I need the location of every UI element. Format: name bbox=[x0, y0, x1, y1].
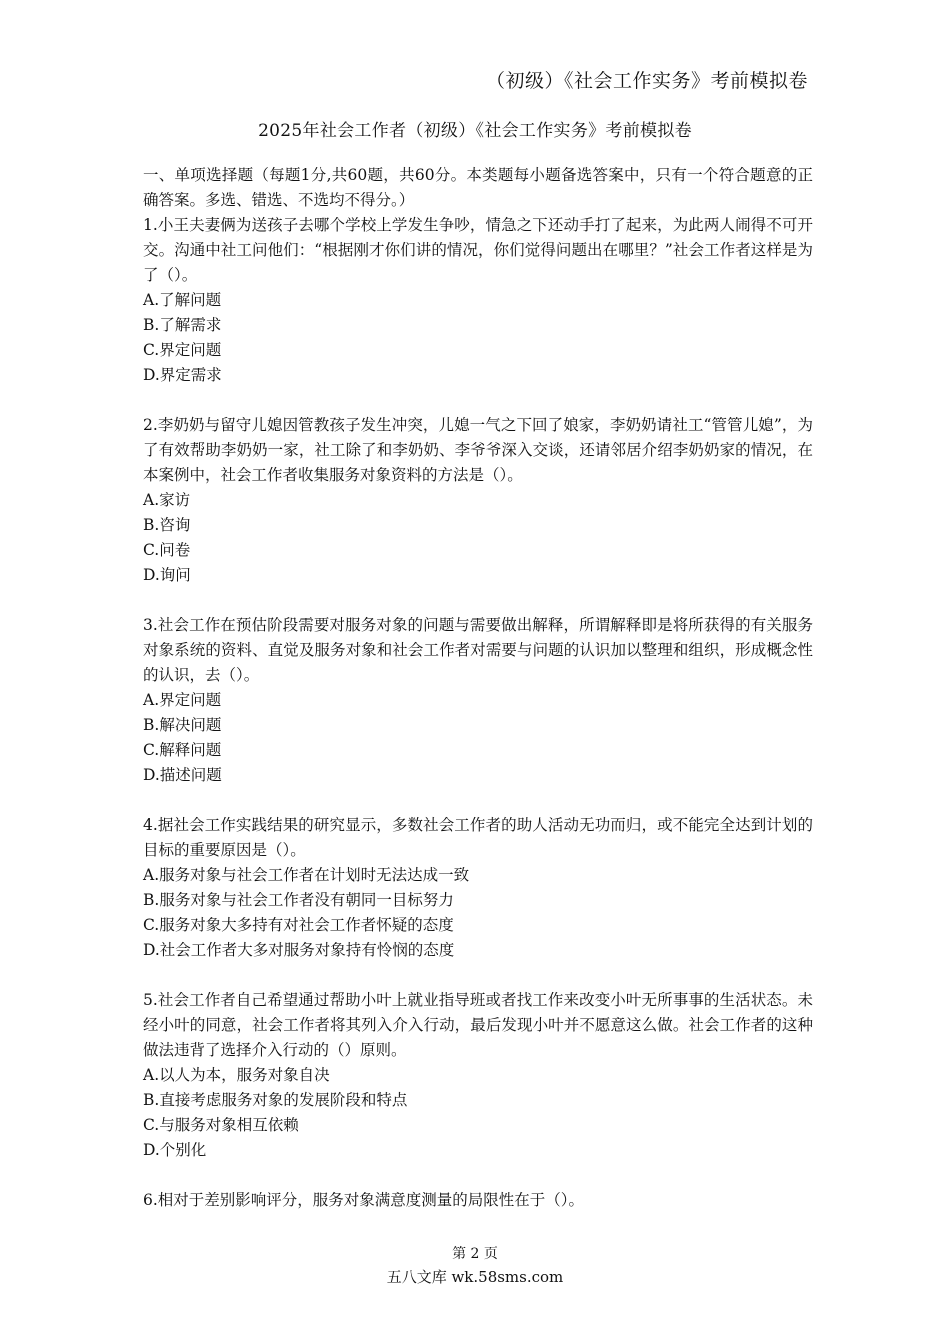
question-stem: 1.小王夫妻俩为送孩子去哪个学校上学发生争吵，情急之下还动手打了起来，为此两人闹得不可开交。沟通中社工问他们：“根据刚才你们讲的情况，你们觉得问题出在哪里？”社会工作者这样是为了（）。 bbox=[143, 216, 813, 284]
document-title: 2025年社会工作者（初级）《社会工作实务》考前模拟卷 bbox=[258, 121, 692, 141]
question-stem: 3.社会工作在预估阶段需要对服务对象的问题与需要做出解释，所谓解释即是将所获得的有关服务对象系统的资料、直觉及服务对象和社会工作者对需要与问题的认识加以整理和组织，形成概念性的认识，去（）。 bbox=[143, 616, 813, 684]
question-5 bbox=[143, 988, 813, 1163]
question-stem: 4.据社会工作实践结果的研究显示，多数社会工作者的助人活动无功而归，或不能完全达到计划的目标的重要原因是（）。 bbox=[143, 816, 813, 859]
option-b: B.直接考虑服务对象的发展阶段和特点 bbox=[143, 1091, 408, 1109]
section-intro: 一、单项选择题（每题1分,共60题，共60分。本类题每小题备选答案中，只有一个符合题意的正确答案。多选、错选、不选均不得分。） bbox=[143, 166, 813, 209]
option-d: D.界定需求 bbox=[143, 366, 222, 384]
question-2 bbox=[143, 413, 813, 588]
option-b: B.咨询 bbox=[143, 516, 191, 534]
option-d: D.询问 bbox=[143, 566, 191, 584]
option-b: B.服务对象与社会工作者没有朝同一目标努力 bbox=[143, 891, 454, 909]
option-d: D.描述问题 bbox=[143, 766, 222, 784]
option-a: A.界定问题 bbox=[143, 691, 222, 709]
document-body bbox=[143, 163, 813, 1238]
question-stem: 2.李奶奶与留守儿媳因管教孩子发生冲突，儿媳一气之下回了娘家，李奶奶请社工“管管儿媳”，为了有效帮助李奶奶一家，社工除了和李奶奶、李爷爷深入交谈，还请邻居介绍李奶奶家的情况，在本案例中，社会工作者收集服务对象资料的方法是（）。 bbox=[143, 416, 813, 484]
option-a: A.了解问题 bbox=[143, 291, 222, 309]
question-4 bbox=[143, 813, 813, 963]
option-c: C.服务对象大多持有对社会工作者怀疑的态度 bbox=[143, 916, 454, 934]
option-c: C.界定问题 bbox=[143, 341, 222, 359]
option-c: C.解释问题 bbox=[143, 741, 222, 759]
option-a: A.以人为本，服务对象自决 bbox=[143, 1066, 330, 1084]
site-footer: 五八文库 wk.58sms.com bbox=[386, 1268, 564, 1286]
option-b: B.解决问题 bbox=[143, 716, 222, 734]
option-a: A.家访 bbox=[143, 491, 191, 509]
option-d: D.社会工作者大多对服务对象持有怜悯的态度 bbox=[143, 941, 455, 959]
question-3 bbox=[143, 613, 813, 788]
option-c: C.与服务对象相互依赖 bbox=[143, 1116, 299, 1134]
page-number: 第 2 页 bbox=[452, 1246, 498, 1262]
option-b: B.了解需求 bbox=[143, 316, 222, 334]
question-1 bbox=[143, 213, 813, 388]
question-6 bbox=[143, 1188, 813, 1213]
option-a: A.服务对象与社会工作者在计划时无法达成一致 bbox=[143, 866, 470, 884]
option-c: C.问卷 bbox=[143, 541, 191, 559]
question-stem: 6.相对于差别影响评分，服务对象满意度测量的局限性在于（）。 bbox=[143, 1191, 585, 1209]
question-stem: 5.社会工作者自己希望通过帮助小叶上就业指导班或者找工作来改变小叶无所事事的生活状态。未经小叶的同意，社会工作者将其列入介入行动，最后发现小叶并不愿意这么做。社会工作者的这种做法违背了选择介入行动的（）原则。 bbox=[143, 991, 813, 1059]
option-d: D.个别化 bbox=[143, 1141, 207, 1159]
running-header: （初级）《社会工作实务》考前模拟卷 bbox=[485, 70, 808, 92]
